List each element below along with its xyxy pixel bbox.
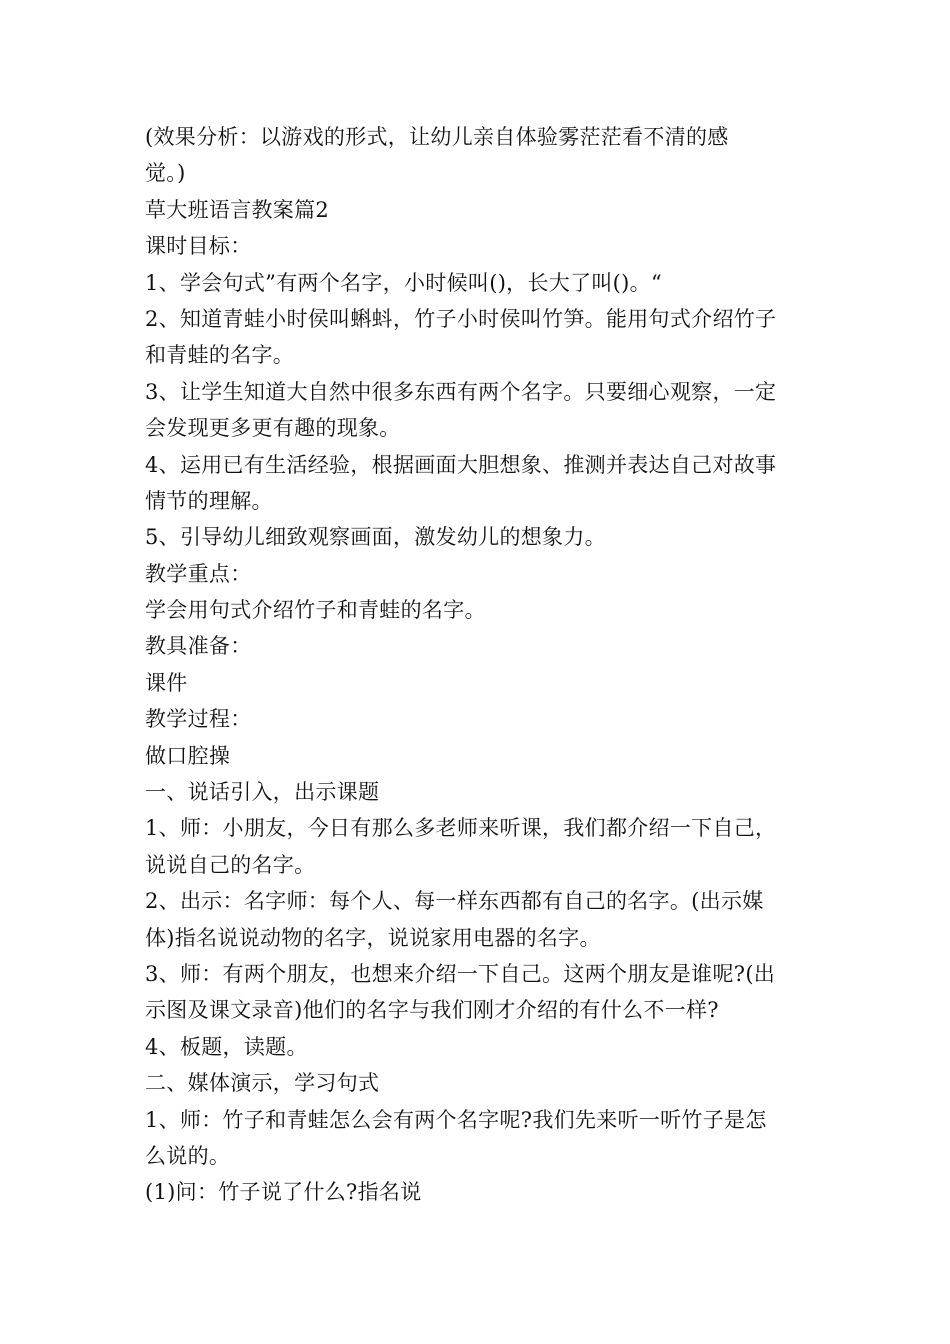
document-body <box>145 119 815 1211</box>
text-line: 觉。) <box>145 161 186 186</box>
text-line: 说说自己的名字。 <box>145 852 316 877</box>
text-line: 4、板题，读题。 <box>145 1034 308 1059</box>
text-line: 示图及课文录音)他们的名字与我们刚才介绍的有什么不一样? <box>145 998 719 1023</box>
text-line: 二、媒体演示，学习句式 <box>145 1071 380 1096</box>
text-line: 教学过程： <box>145 707 252 732</box>
text-line: 和青蛙的名字。 <box>145 343 295 368</box>
text-line: 学会用句式介绍竹子和青蛙的名字。 <box>145 598 486 623</box>
text-line: 教具准备： <box>145 634 252 659</box>
text-line: 么说的。 <box>145 1143 231 1168</box>
text-line: 2、知道青蛙小时侯叫蝌蚪，竹子小时侯叫竹笋。能用句式介绍竹子 <box>145 306 777 331</box>
text-line: 情节的理解。 <box>145 488 273 513</box>
text-line: 课时目标： <box>145 234 252 259</box>
text-line: 一、说话引入，出示课题 <box>145 780 380 805</box>
text-line: 会发现更多更有趣的现象。 <box>145 416 401 441</box>
text-line: 1、师：小朋友，今日有那么多老师来听课，我们都介绍一下自己， <box>145 816 777 841</box>
section-title: 草大班语言教案篇2 <box>145 197 330 222</box>
text-line: 体)指名说说动物的名字，说说家用电器的名字。 <box>145 925 601 950</box>
text-line: 做口腔操 <box>145 743 231 768</box>
text-line: 课件 <box>145 670 188 695</box>
text-line: 4、运用已有生活经验，根据画面大胆想象、推测并表达自己对故事 <box>145 452 777 477</box>
text-line: 1、师：竹子和青蛙怎么会有两个名字呢?我们先来听一听竹子是怎 <box>145 1107 767 1132</box>
text-line: 5、引导幼儿细致观察画面，激发幼儿的想象力。 <box>145 525 606 550</box>
text-line: (1)问：竹子说了什么?指名说 <box>145 1180 422 1205</box>
text-line: (效果分析：以游戏的形式，让幼儿亲自体验雾茫茫看不清的感 <box>145 125 729 149</box>
text-line: 2、出示：名字师：每个人、每一样东西都有自己的名字。(出示媒 <box>145 889 764 914</box>
text-line: 3、让学生知道大自然中很多东西有两个名字。只要细心观察，一定 <box>145 379 777 404</box>
text-line: 教学重点： <box>145 561 252 586</box>
text-line: 1、学会句式”有两个名字，小时候叫()，长大了叫()。“ <box>145 270 663 295</box>
text-line: 3、师：有两个朋友，也想来介绍一下自己。这两个朋友是谁呢?(出 <box>145 961 776 986</box>
